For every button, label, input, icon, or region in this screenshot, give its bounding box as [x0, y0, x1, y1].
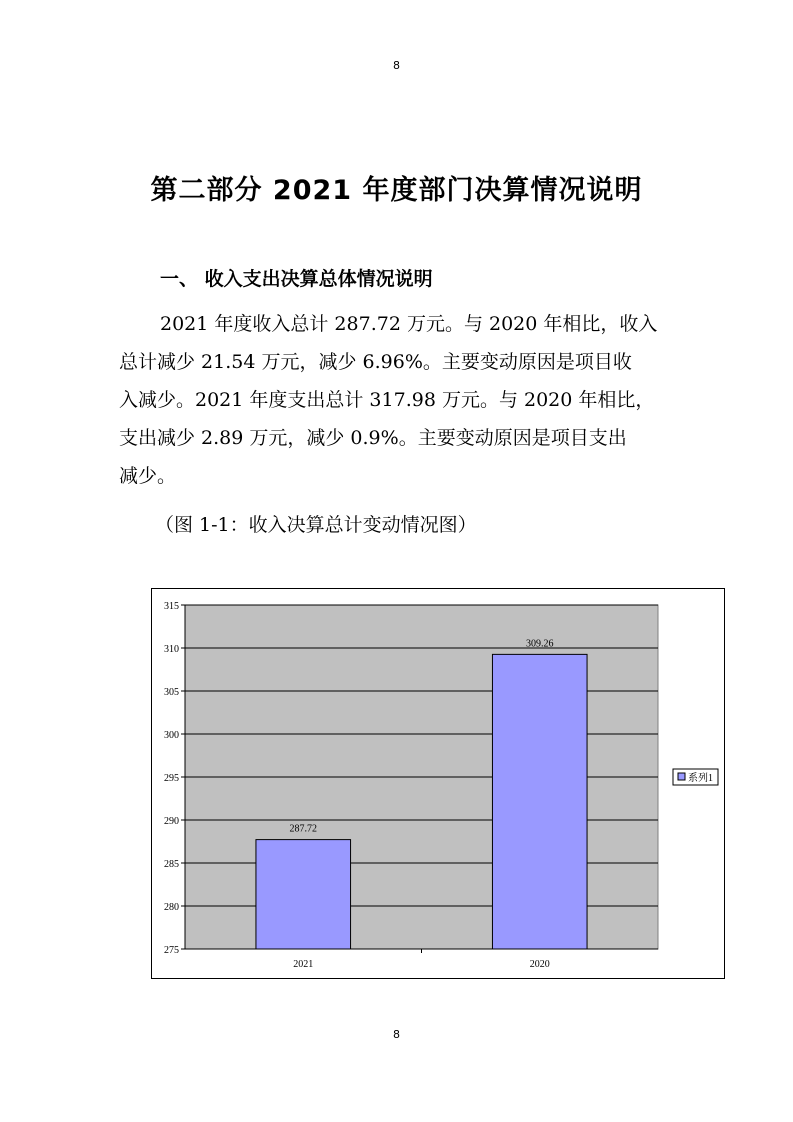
figure-caption: （图 1-1：收入决算总计变动情况图） — [155, 514, 477, 536]
page-number-bottom: 8 — [393, 1028, 400, 1041]
y-tick-label: 290 — [164, 816, 179, 827]
y-tick-label: 275 — [164, 945, 179, 956]
chart-container — [151, 588, 725, 979]
bar — [492, 654, 587, 949]
legend-swatch — [678, 773, 685, 780]
y-tick-label: 310 — [164, 644, 179, 655]
y-tick-label: 295 — [164, 773, 179, 784]
data-label: 309.26 — [526, 638, 554, 650]
y-tick-label: 285 — [164, 859, 179, 870]
page-number-top: 8 — [393, 59, 400, 72]
paragraph-line-1: 2021 年度收入总计 287.72 万元。与 2020 年相比，收入 — [160, 313, 658, 335]
legend-label: 系列1 — [688, 773, 713, 784]
bar-chart — [152, 589, 724, 978]
page-title: 第二部分 2021 年度部门决算情况说明 — [150, 175, 643, 206]
y-tick-label: 280 — [164, 902, 179, 913]
x-tick-label: 2020 — [529, 959, 550, 970]
section-heading: 一、 收入支出决算总体情况说明 — [160, 268, 433, 290]
y-tick-label: 305 — [164, 687, 179, 698]
y-tick-label: 315 — [164, 601, 179, 612]
bar — [256, 840, 351, 949]
paragraph-line-5: 减少。 — [119, 465, 177, 487]
paragraph-line-2: 总计减少 21.54 万元，减少 6.96%。主要变动原因是项目收 — [119, 351, 632, 373]
paragraph-line-3: 入减少。2021 年度支出总计 317.98 万元。与 2020 年相比， — [119, 389, 655, 411]
paragraph-line-4: 支出减少 2.89 万元，减少 0.9%。主要变动原因是项目支出 — [119, 427, 627, 449]
data-label: 287.72 — [289, 823, 317, 835]
x-tick-label: 2021 — [293, 959, 314, 970]
y-tick-label: 300 — [164, 730, 179, 741]
